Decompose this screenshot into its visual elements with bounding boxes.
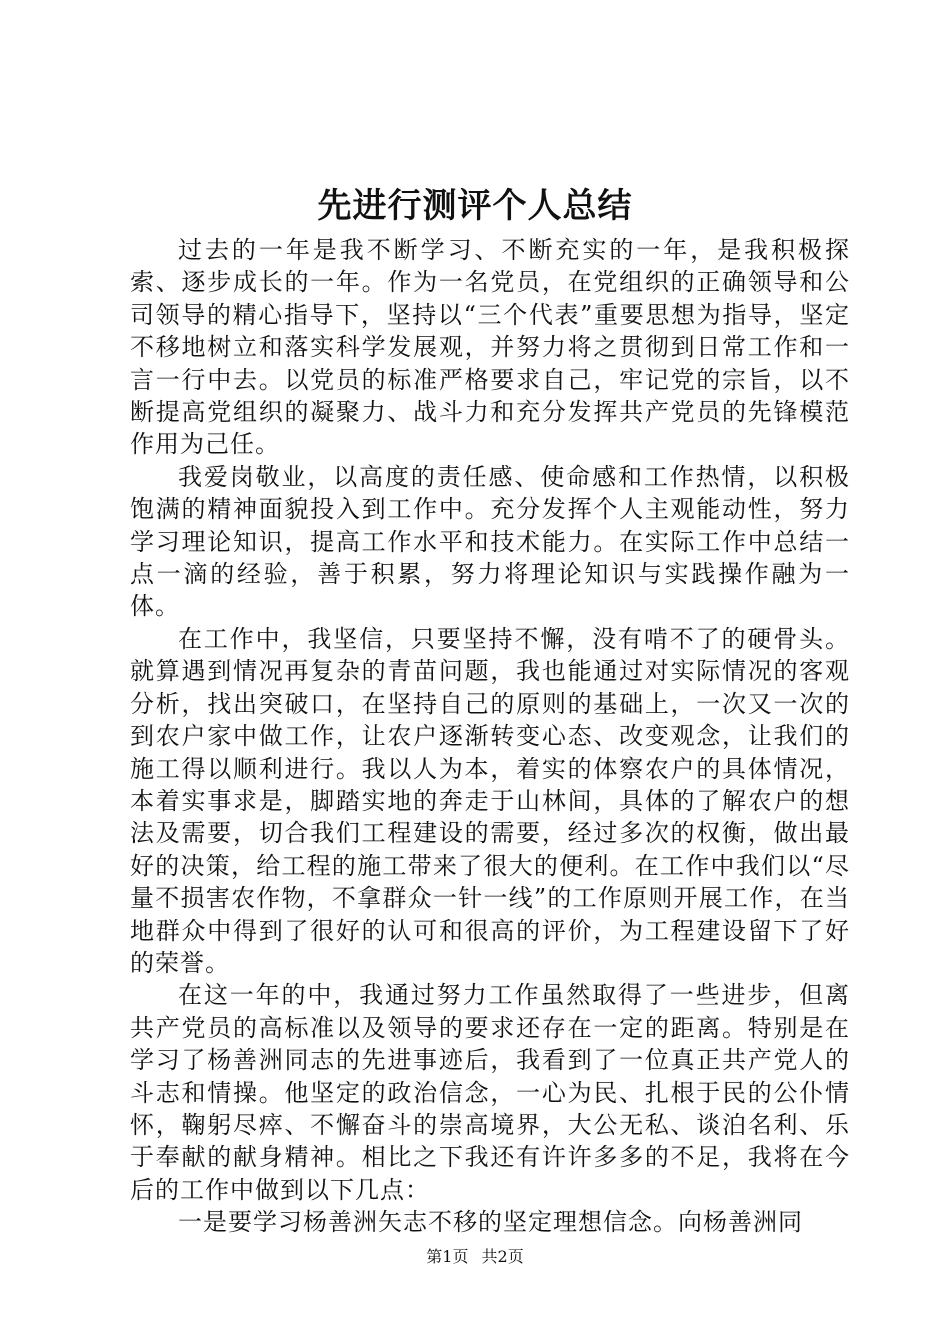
page-number: 第1页 [426, 1247, 469, 1266]
document-body [130, 234, 850, 1239]
paragraph: 在工作中，我坚信，只要坚持不懈，没有啃不了的硬骨头。就算遇到情况再复杂的青苗问题，我也能通过对实际情况的客观分析，找出突破口，在坚持自己的原则的基础上，一次又一次的到农户家中做工作，让农户逐渐转变心态、改变观念，让我们的施工得以顺利进行。我以人为本，着实的体察农户的具体情况，本着实事求是，脚踏实地的奔走于山林间，具体的了解农户的想法及需要，切合我们工程建设的需要，经过多次的权衡，做出最好的决策，给工程的施工带来了很大的便利。在工作中我们以“尽量不损害农作物，不拿群众一针一线”的工作原则开展工作，在当地群众中得到了很好的认可和很高的评价，为工程建设留下了好的荣誉。 [130, 624, 850, 977]
paragraph: 过去的一年是我不断学习、不断充实的一年，是我积极探索、逐步成长的一年。作为一名党员，在党组织的正确领导和公司领导的精心指导下，坚持以“三个代表”重要思想为指导，坚定不移地树立和落实科学发展观，并努力将之贯彻到日常工作和一言一行中去。以党员的标准严格要求自己，牢记党的宗旨，以不断提高党组织的凝聚力、战斗力和充分发挥共产党员的先锋模范作用为己任。 [130, 236, 850, 459]
page-footer [0, 1246, 950, 1268]
paragraph: 在这一年的中，我通过努力工作虽然取得了一些进步，但离共产党员的高标准以及领导的要求还存在一定的距离。特别是在学习了杨善洲同志的先进事迹后，我看到了一位真正共产党人的斗志和情操。他坚定的政治信念，一心为民、扎根于民的公仆情怀，鞠躬尽瘁、不懈奋斗的崇高境界，大公无私、谈泊名利、乐于奉献的献身精神。相比之下我还有许许多多的不足，我将在今后的工作中做到以下几点： [130, 981, 850, 1204]
page-title: 先进行测评个人总结 [317, 186, 633, 226]
paragraph: 我爱岗敬业，以高度的责任感、使命感和工作热情，以积极饱满的精神面貌投入到工作中。充分发挥个人主观能动性，努力学习理论知识，提高工作水平和技术能力。在实际工作中总结一点一滴的经验，善于积累，努力将理论知识与实践操作融为一体。 [130, 462, 850, 621]
page-total: 共2页 [481, 1247, 524, 1266]
paragraph: 一是要学习杨善洲矢志不移的坚定理想信念。向杨善洲同 [178, 1208, 803, 1237]
